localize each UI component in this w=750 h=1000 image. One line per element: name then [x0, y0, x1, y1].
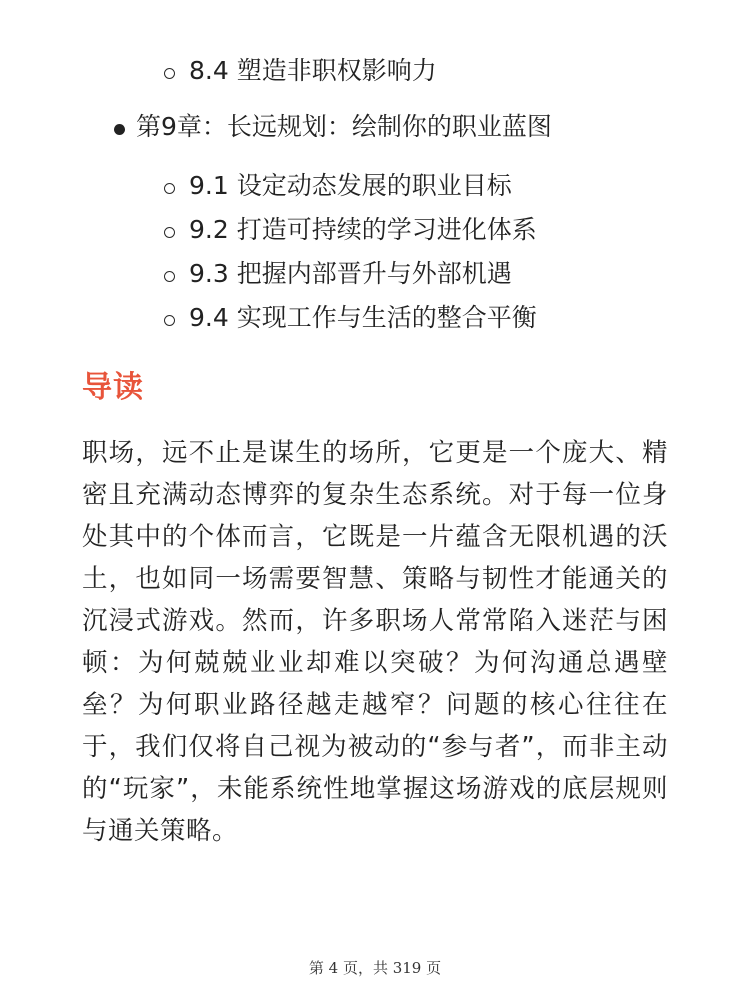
circle-bullet-icon — [164, 315, 175, 326]
toc-subitem-label: 9.4 实现工作与生活的整合平衡 — [189, 303, 537, 332]
toc-subitem-label: 8.4 塑造非职权影响力 — [189, 56, 437, 85]
circle-bullet-icon — [164, 227, 175, 238]
disc-bullet-icon — [114, 124, 125, 135]
toc-chapter-title: 第9章：长远规划：绘制你的职业蓝图 — [136, 112, 552, 141]
page-footer: 第 4 页，共 319 页 — [308, 959, 442, 977]
circle-bullet-icon — [164, 183, 175, 194]
toc-subitem-label: 9.3 把握内部晋升与外部机遇 — [189, 259, 512, 288]
circle-bullet-icon — [164, 68, 175, 79]
intro-paragraph: 职场，远不止是谋生的场所，它更是一个庞大、精密且充满动态博弈的复杂生态系统。对于每一位身处其中的个体而言，它既是一片蕴含无限机遇的沃土，也如同一场需要智慧、策略与韧性才能通关的沉浸式游戏。然而，许多职场人常常陷入迷茫与困顿：为何兢兢业业却难以突破？为何沟通总遇壁垒？为何职业路径越走越窄？问题的核心往往在于，我们仅将自己视为被动的“参与者”，而非主动的“玩家”，未能系统性地掌握这场游戏的底层规则与通关策略。 — [82, 438, 668, 846]
section-heading: 导读 — [82, 370, 144, 405]
toc-subitem-label: 9.2 打造可持续的学习进化体系 — [189, 215, 537, 244]
toc-subitem-label: 9.1 设定动态发展的职业目标 — [189, 171, 512, 200]
circle-bullet-icon — [164, 271, 175, 282]
